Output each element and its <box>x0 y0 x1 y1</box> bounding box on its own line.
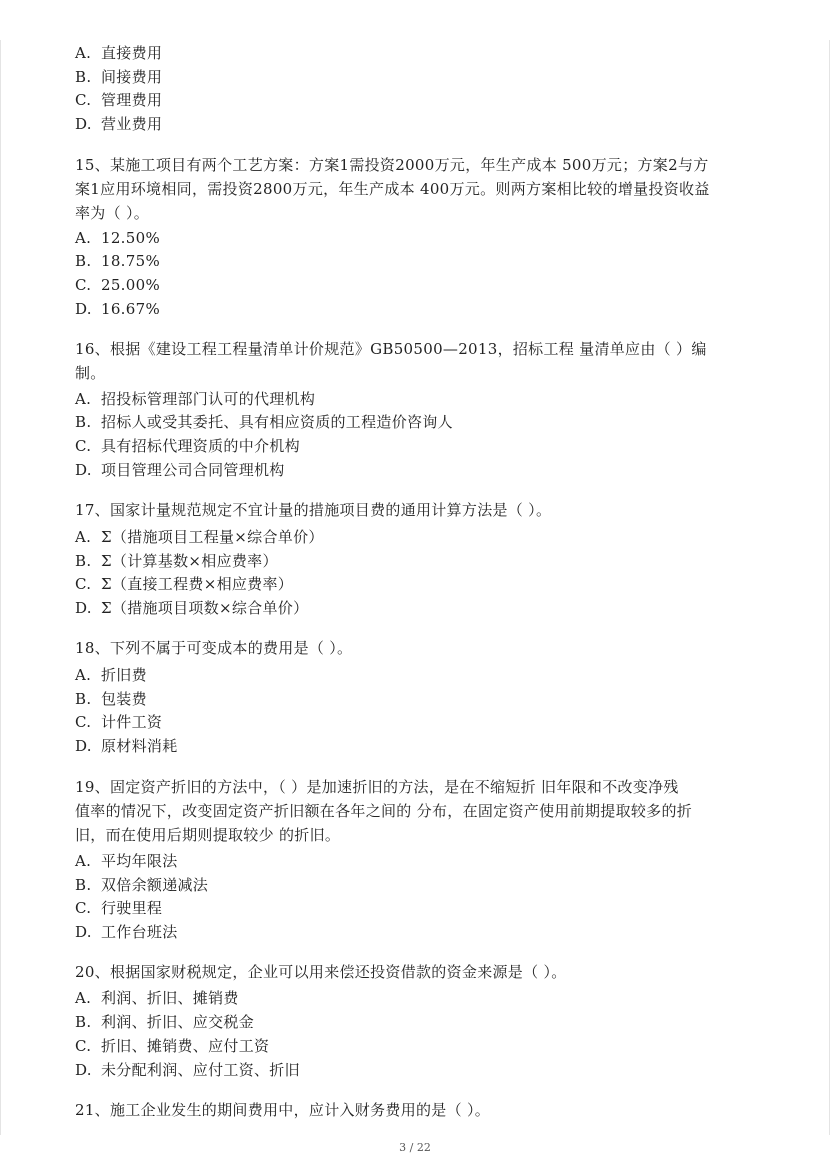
option-d: D. 16.67% <box>75 300 160 318</box>
page-number: 3 / 22 <box>399 1141 431 1154</box>
question-text: 19、固定资产折旧的方法中，（ ）是加速折旧的方法，是在不缩短折 旧年限和不改变净残 <box>75 778 679 796</box>
option-b: B. Σ（计算基数×相应费率） <box>75 552 278 570</box>
option-c: C. Σ（直接工程费×相应费率） <box>75 575 294 593</box>
question-text: 旧，而在使用后期则提取较少 的折旧。 <box>75 826 341 844</box>
option-b: B. 包装费 <box>75 690 147 708</box>
question-text: 18、下列不属于可变成本的费用是（ ）。 <box>75 639 353 657</box>
page-left-edge <box>0 40 1 1135</box>
option-b: B. 18.75% <box>75 252 160 270</box>
option-a: A. 直接费用 <box>75 44 163 62</box>
option-b: B. 利润、折旧、应交税金 <box>75 1013 255 1031</box>
option-b: B. 招标人或受其委托、具有相应资质的工程造价咨询人 <box>75 413 453 431</box>
option-c: C. 25.00% <box>75 276 160 294</box>
option-a: A. Σ（措施项目工程量×综合单价） <box>75 528 324 546</box>
question-text: 21、施工企业发生的期间费用中，应计入财务费用的是（ ）。 <box>75 1101 491 1119</box>
option-d: D. 营业费用 <box>75 115 163 133</box>
question-text: 值率的情况下，改变固定资产折旧额在各年之间的 分布，在固定资产使用前期提取较多的折 <box>75 802 693 820</box>
option-b: B. 双倍余额递减法 <box>75 876 209 894</box>
option-b: B. 间接费用 <box>75 68 163 86</box>
option-a: A. 利润、折旧、摊销费 <box>75 989 239 1007</box>
question-text: 率为（ ）。 <box>75 204 150 222</box>
question-text: 制。 <box>75 364 106 382</box>
option-a: A. 平均年限法 <box>75 852 178 870</box>
option-d: D. 未分配利润、应付工资、折旧 <box>75 1061 300 1079</box>
option-c: C. 管理费用 <box>75 91 163 109</box>
question-text: 16、根据《建设工程工程量清单计价规范》GB50500—2013，招标工程 量清单应由（ ）编 <box>75 340 707 358</box>
option-c: C. 具有招标代理资质的中介机构 <box>75 437 300 455</box>
option-c: C. 计件工资 <box>75 713 163 731</box>
option-c: C. 行驶里程 <box>75 899 163 917</box>
option-d: D. 工作台班法 <box>75 923 178 941</box>
question-text: 20、根据国家财税规定，企业可以用来偿还投资借款的资金来源是（ ）。 <box>75 963 567 981</box>
question-text: 案1应用环境相同，需投资2800万元，年生产成本 400万元。则两方案相比较的增量投资收益 <box>75 180 710 198</box>
option-d: D. 项目管理公司合同管理机构 <box>75 461 285 479</box>
question-text: 15、某施工项目有两个工艺方案：方案1需投资2000万元，年生产成本 500万元；方案2与方 <box>75 156 709 174</box>
option-d: D. Σ（措施项目项数×综合单价） <box>75 599 309 617</box>
question-text: 17、国家计量规范规定不宜计量的措施项目费的通用计算方法是（ ）。 <box>75 501 552 519</box>
option-a: A. 折旧费 <box>75 666 147 684</box>
option-a: A. 12.50% <box>75 229 160 247</box>
option-a: A. 招投标管理部门认可的代理机构 <box>75 390 316 408</box>
option-c: C. 折旧、摊销费、应付工资 <box>75 1037 270 1055</box>
option-d: D. 原材料消耗 <box>75 737 178 755</box>
